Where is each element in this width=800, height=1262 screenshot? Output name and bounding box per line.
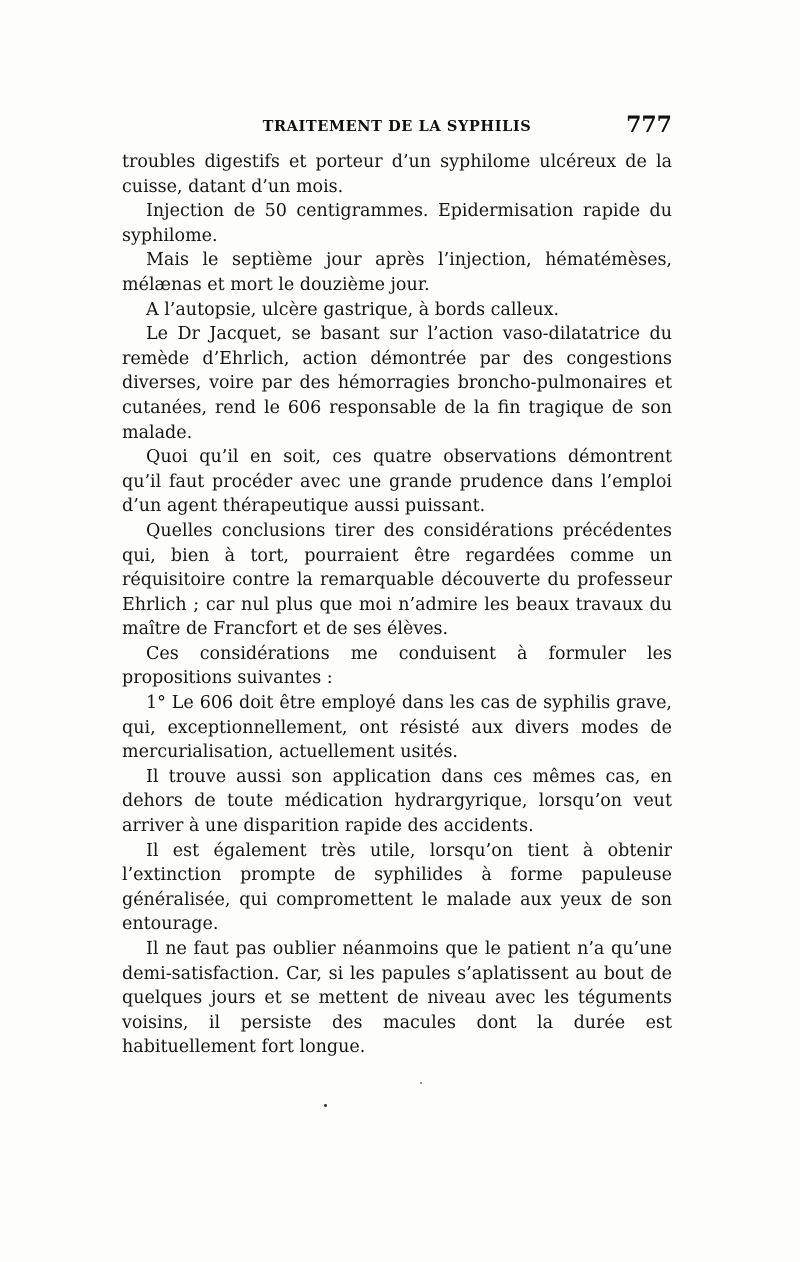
paragraph: Le Dr Jacquet, se basant sur l’action vaso-dilatatrice du remède d’Ehrlich, action démontrée par des congestions diverses, voire par des hémorragies broncho-pulmonaires et cutanées, rend le 606 responsable de la fin tragique de son malade. [122,324,672,443]
paragraph: Quelles conclusions tirer des considérations précédentes qui, bien à tort, pourraient être regardées comme un réquisitoire contre la remarquable découverte du professeur Ehrlich ; car nul plus que moi n’admire les beaux travaux du maître de Francfort et de ses élèves. [122,520,672,640]
paragraph: Mais le septième jour après l’injection, hématémèses, mélænas et mort le douzième jour. [122,250,672,295]
paragraph: Il trouve aussi son application dans ces mêmes cas, en dehors de toute médication hydrargyrique, lorsqu’on veut arriver à une disparition rapide des accidents. [122,766,672,837]
running-head [122,112,672,142]
paragraph: troubles digestifs et porteur d’un syphilome ulcéreux de la cuisse, datant d’un mois. [122,152,672,197]
paragraph: Il ne faut pas oublier néanmoins que le patient n’a qu’une demi-satisfaction. Car, si les papules s’aplatissent au bout de quelques jours et se mettent de niveau avec les téguments voisins, il persiste des macules dont la durée est habituellement fort longue. [122,939,672,1058]
body-text [122,150,672,1060]
paragraph: Quoi qu’il en soit, ces quatre observations démontrent qu’il faut procéder avec une grande prudence dans l’emploi d’un agent thérapeutique aussi puissant. [122,447,672,517]
paragraph: Ces considérations me conduisent à formuler les propositions suivantes : [122,643,672,689]
print-speck [324,1104,327,1107]
paragraph: A l’autopsie, ulcère gastrique, à bords calleux. [146,299,560,320]
running-title: TRAITEMENT DE LA SYPHILIS [262,118,532,135]
paragraph: Il est également très utile, lorsqu’on tient à obtenir l’extinction prompte de syphilides à forme papuleuse généralisée, qui compromettent le malade aux yeux de son entourage. [122,840,672,935]
page-number: 777 [626,112,672,138]
print-speck [420,1082,422,1084]
paragraph: Injection de 50 centigrammes. Epidermisation rapide du syphilome. [122,201,672,246]
paragraph: 1° Le 606 doit être employé dans les cas de syphilis grave, qui, exceptionnellement, ont résisté aux divers modes de mercurialisation, actuellement usités. [122,693,672,763]
